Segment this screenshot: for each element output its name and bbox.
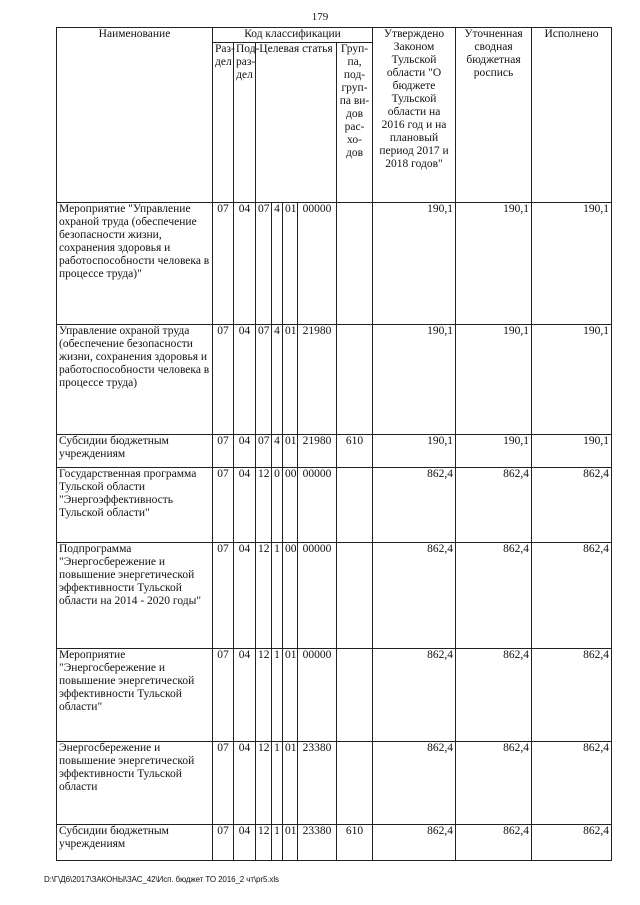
row-target-subprogram: 1 (272, 742, 283, 825)
row-razdel: 07 (213, 742, 234, 825)
row-expense-group (337, 742, 373, 825)
row-target-event: 01 (283, 325, 298, 435)
row-target-event: 00 (283, 543, 298, 649)
row-target-direction: 00000 (298, 203, 337, 325)
row-target-subprogram: 1 (272, 825, 283, 861)
row-target-program: 07 (256, 435, 272, 468)
header-name: Наименование (57, 28, 213, 203)
row-approved: 862,4 (373, 649, 456, 742)
row-target-event: 01 (283, 649, 298, 742)
row-podrazdel: 04 (234, 325, 256, 435)
row-podrazdel: 04 (234, 543, 256, 649)
footer-file-path: D:\Г\Д6\2017\ЗАКОНЫ\ЗАС_42\Исп. бюджет ТО 2016_2 чт\pr5.xls (44, 875, 279, 884)
row-refined: 862,4 (456, 468, 532, 543)
row-target-program: 12 (256, 649, 272, 742)
row-approved: 862,4 (373, 825, 456, 861)
row-name: Подпрограмма "Энергосбережение и повышение энергетической эффективности Тульской области на 2014 - 2020 годы" (57, 543, 213, 649)
row-razdel: 07 (213, 203, 234, 325)
row-target-direction: 21980 (298, 435, 337, 468)
row-expense-group (337, 468, 373, 543)
row-approved: 190,1 (373, 203, 456, 325)
row-approved: 862,4 (373, 543, 456, 649)
table-row (57, 435, 612, 468)
row-target-direction: 00000 (298, 468, 337, 543)
row-refined: 190,1 (456, 435, 532, 468)
row-name: Субсидии бюджетным учреждениям (57, 435, 213, 468)
row-razdel: 07 (213, 825, 234, 861)
row-expense-group: 610 (337, 435, 373, 468)
row-expense-group (337, 203, 373, 325)
row-approved: 862,4 (373, 468, 456, 543)
row-razdel: 07 (213, 325, 234, 435)
row-approved: 190,1 (373, 435, 456, 468)
row-target-direction: 21980 (298, 325, 337, 435)
row-expense-group (337, 649, 373, 742)
table-row (57, 203, 612, 325)
row-target-program: 12 (256, 825, 272, 861)
row-target-program: 12 (256, 543, 272, 649)
row-refined: 862,4 (456, 825, 532, 861)
row-podrazdel: 04 (234, 468, 256, 543)
row-expense-group (337, 543, 373, 649)
row-podrazdel: 04 (234, 649, 256, 742)
row-expense-group (337, 325, 373, 435)
table-row (57, 825, 612, 861)
row-target-subprogram: 1 (272, 649, 283, 742)
header-code-group: Код классификации (213, 28, 373, 43)
row-refined: 190,1 (456, 325, 532, 435)
header-approved: Утверждено Законом Тульской области "О бюджете Тульской области на 2016 год и на плановый период 2017 и 2018 годов" (373, 28, 456, 203)
row-target-subprogram: 1 (272, 543, 283, 649)
row-podrazdel: 04 (234, 203, 256, 325)
row-approved: 862,4 (373, 742, 456, 825)
header-target: Целевая статья (256, 43, 337, 203)
table-row (57, 468, 612, 543)
row-target-direction: 00000 (298, 543, 337, 649)
row-name: Мероприятие "Энергосбережение и повышение энергетической эффективности Тульской области" (57, 649, 213, 742)
row-target-subprogram: 4 (272, 435, 283, 468)
row-name: Субсидии бюджетным учреждениям (57, 825, 213, 861)
row-executed: 190,1 (532, 435, 612, 468)
budget-table (56, 27, 612, 861)
row-target-subprogram: 0 (272, 468, 283, 543)
row-executed: 862,4 (532, 543, 612, 649)
row-podrazdel: 04 (234, 825, 256, 861)
table-row (57, 649, 612, 742)
row-executed: 862,4 (532, 649, 612, 742)
row-target-event: 01 (283, 203, 298, 325)
row-expense-group: 610 (337, 825, 373, 861)
row-razdel: 07 (213, 435, 234, 468)
row-podrazdel: 04 (234, 435, 256, 468)
row-name: Государственная программа Тульской области "Энергоэффективность Тульской области" (57, 468, 213, 543)
row-target-direction: 23380 (298, 825, 337, 861)
row-refined: 190,1 (456, 203, 532, 325)
row-target-direction: 00000 (298, 649, 337, 742)
row-name: Управление охраной труда (обеспечение безопасности жизни, сохранения здоровья и работоспособности человека в процессе труда) (57, 325, 213, 435)
header-podrazdel: Под-раз-дел (234, 43, 256, 203)
row-name: Энергосбережение и повышение энергетической эффективности Тульской области (57, 742, 213, 825)
row-target-event: 01 (283, 435, 298, 468)
table-row (57, 543, 612, 649)
row-podrazdel: 04 (234, 742, 256, 825)
page-number: 179 (311, 11, 329, 23)
row-approved: 190,1 (373, 325, 456, 435)
table-row (57, 742, 612, 825)
row-razdel: 07 (213, 543, 234, 649)
row-razdel: 07 (213, 649, 234, 742)
row-target-event: 01 (283, 742, 298, 825)
header-group: Груп-па, под-груп-па ви-дов рас-хо-дов (337, 43, 373, 203)
row-name: Мероприятие "Управление охраной труда (обеспечение безопасности жизни, сохранения здоровья и работоспособности человека в процессе труда)" (57, 203, 213, 325)
row-target-event: 00 (283, 468, 298, 543)
row-target-program: 07 (256, 203, 272, 325)
row-executed: 862,4 (532, 742, 612, 825)
table-row (57, 325, 612, 435)
row-target-event: 01 (283, 825, 298, 861)
row-target-direction: 23380 (298, 742, 337, 825)
row-razdel: 07 (213, 468, 234, 543)
row-executed: 190,1 (532, 203, 612, 325)
row-refined: 862,4 (456, 543, 532, 649)
header-razdel: Раз-дел (213, 43, 234, 203)
row-target-subprogram: 4 (272, 203, 283, 325)
row-executed: 862,4 (532, 825, 612, 861)
row-refined: 862,4 (456, 649, 532, 742)
row-executed: 862,4 (532, 468, 612, 543)
row-target-program: 12 (256, 742, 272, 825)
header-executed: Исполнено (532, 28, 612, 203)
row-target-subprogram: 4 (272, 325, 283, 435)
row-executed: 190,1 (532, 325, 612, 435)
row-target-program: 12 (256, 468, 272, 543)
row-refined: 862,4 (456, 742, 532, 825)
row-target-program: 07 (256, 325, 272, 435)
header-refined: Уточненная сводная бюджетная роспись (456, 28, 532, 203)
